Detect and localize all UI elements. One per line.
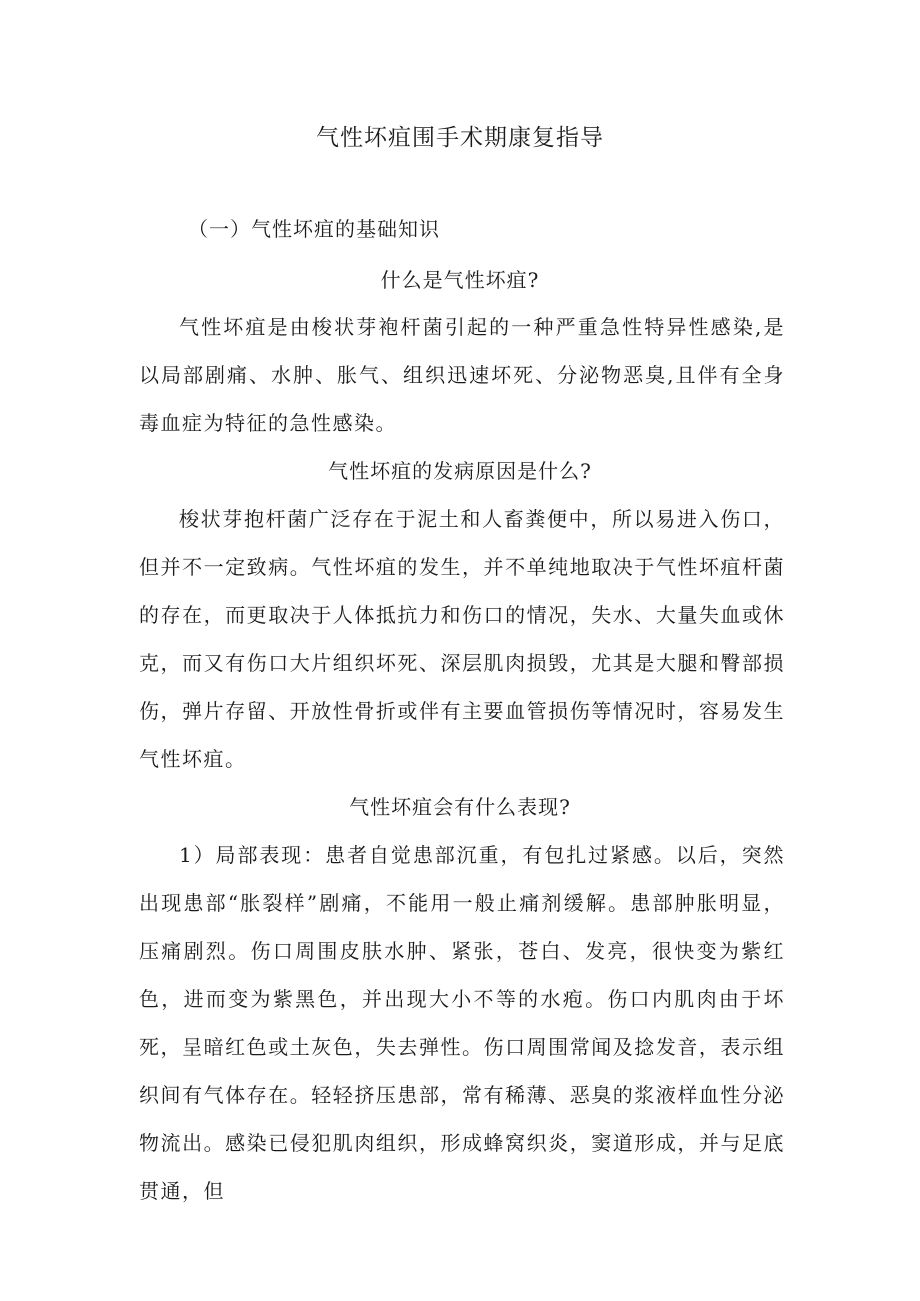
question-heading-symptoms: 气性坏疽会有什么表现?: [349, 795, 571, 819]
question-heading-cause: 气性坏疽的发病原因是什么?: [328, 459, 592, 483]
paragraph-symptoms: 1）局部表现：患者自觉患部沉重，有包扎过紧感。以后，突然出现患部“胀裂样”剧痛，不能用一般止痛剂缓解。患部肿胀明显，压痛剧烈。伤口周围皮肤水肿、紧张，苍白、发亮，很快变为紫红色，进而变为紫黑色，并出现大小不等的水疱。伤口内肌肉由于坏死，呈暗红色或土灰色，失去弹性。伤口周围常闻及捻发音，表示组织间有气体存在。轻轻挤压患部，常有稀薄、恶臭的浆液样血性分泌物流出。感染已侵犯肌肉组织，形成蜂窝织炎，窦道形成，并与足底贯通，但: [139, 843, 785, 1203]
document-title: 气性坏疽围手术期康复指导: [316, 125, 604, 151]
paragraph-cause: 梭状芽抱杆菌广泛存在于泥土和人畜粪便中，所以易进入伤口，但并不一定致病。气性坏疽的发生，并不单纯地取决于气性坏疽杆菌的存在，而更取决于人体抵抗力和伤口的情况，失水、大量失血或休克，而又有伤口大片组织坏死、深层肌肉损毁，尤其是大腿和臀部损伤，弹片存留、开放性骨折或伴有主要血管损伤等情况时，容易发生气性坏疽。: [139, 507, 785, 771]
section-heading: （一）气性坏疽的基础知识: [188, 217, 440, 241]
question-heading-what-is: 什么是气性坏疽?: [380, 268, 540, 292]
paragraph-definition: 气性坏疽是由梭状芽袍杆菌引起的一种严重急性特异性感染,是以局部剧痛、水肿、胀气、组织迅速坏死、分泌物恶臭,且伴有全身毒血症为特征的急性感染。: [139, 315, 785, 435]
